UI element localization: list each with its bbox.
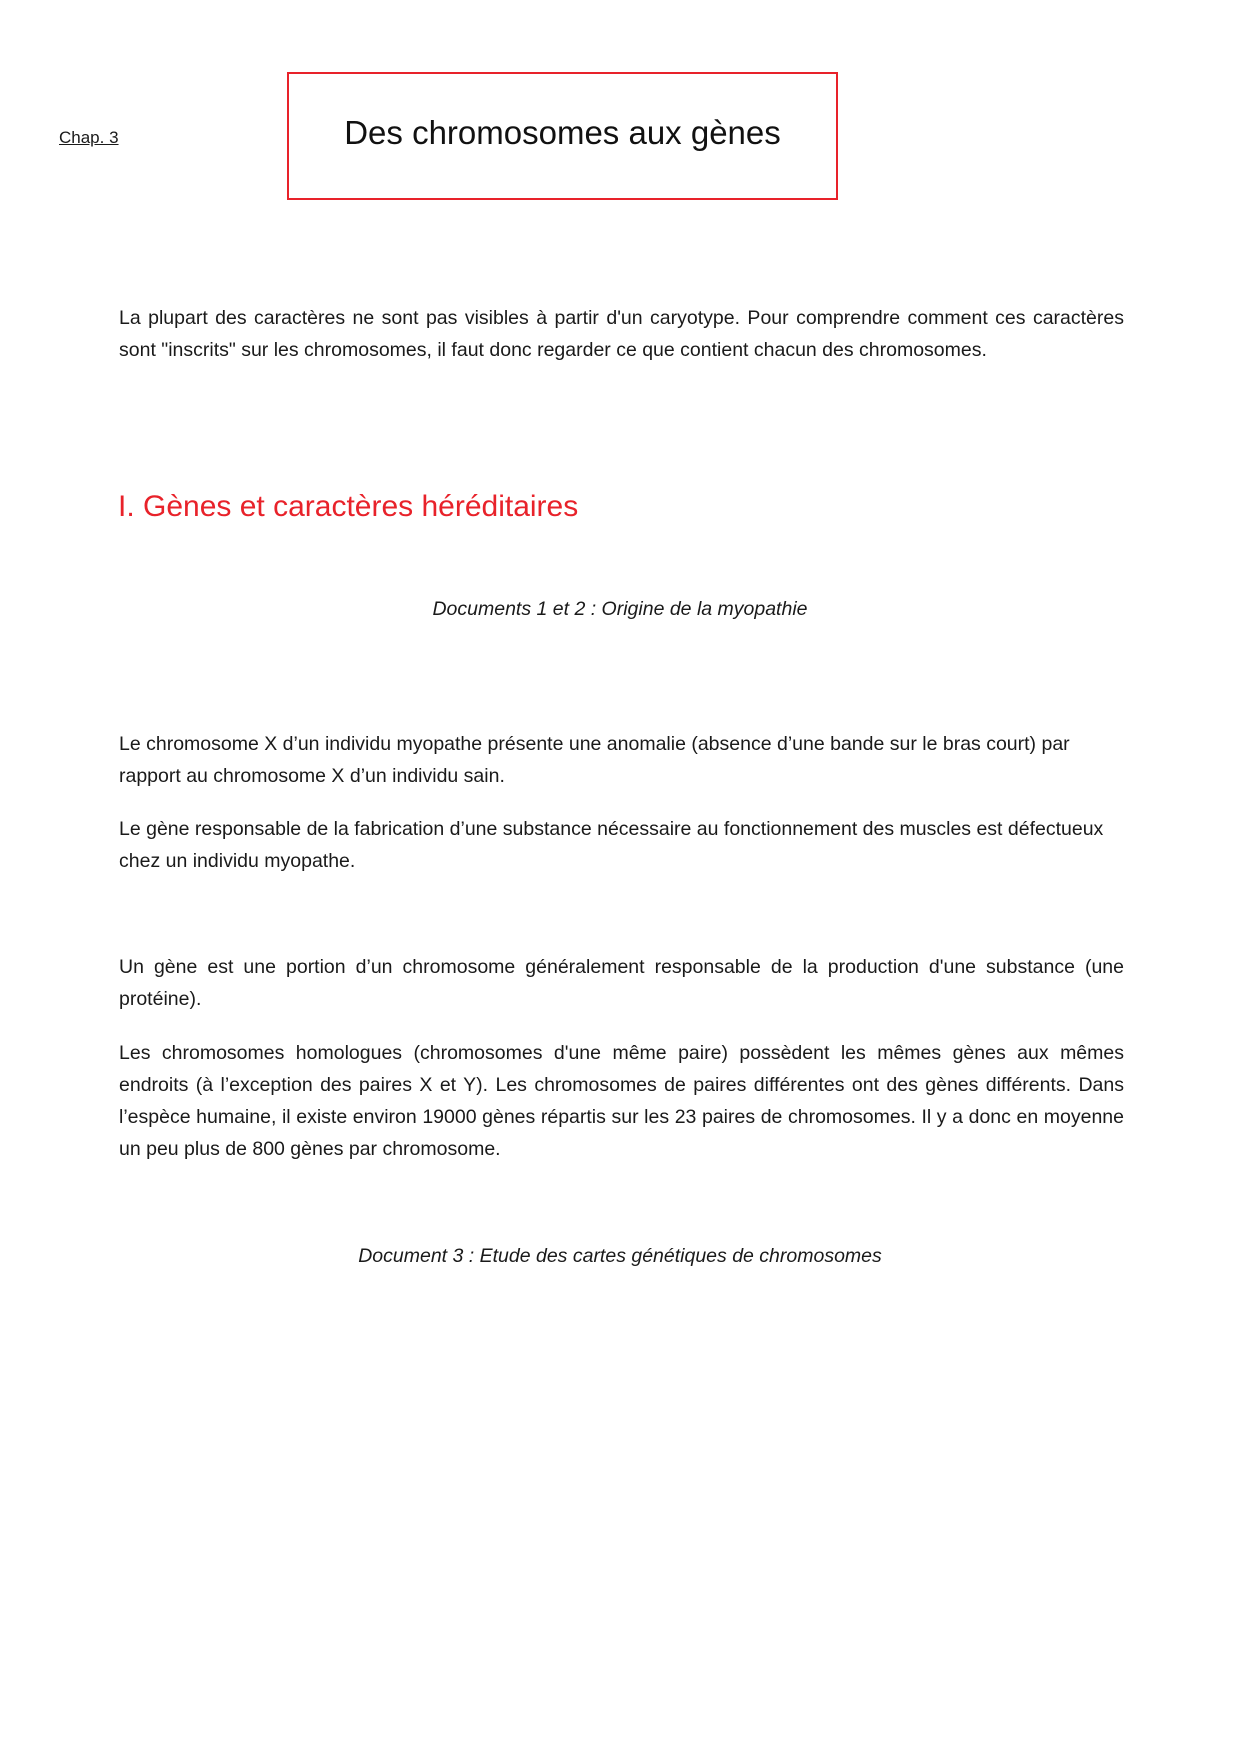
- document-caption-2: Document 3 : Etude des cartes génétiques de chromosomes: [358, 1245, 882, 1267]
- document-caption-1: Documents 1 et 2 : Origine de la myopathie: [432, 598, 808, 620]
- title-box: [287, 72, 838, 200]
- body-paragraph-1: Le chromosome X d’un individu myopathe présente une anomalie (absence d’une bande sur le bras court) par rapport au chromosome X d’un individu sain.: [119, 733, 1070, 787]
- body-paragraph-2: Le gène responsable de la fabrication d’une substance nécessaire au fonctionnement des muscles est défectueux chez un individu myopathe.: [119, 818, 1104, 872]
- section-heading: I. Gènes et caractères héréditaires: [118, 490, 579, 523]
- body-paragraph-3: Un gène est une portion d’un chromosome généralement responsable de la production d'une substance (une protéine).: [119, 956, 1124, 1010]
- chapter-label: Chap. 3: [59, 128, 119, 147]
- body-paragraph-4: Les chromosomes homologues (chromosomes d'une même paire) possèdent les mêmes gènes aux mêmes endroits (à l’exception des paires X et Y). Les chromosomes de paires différentes ont des gènes différents. Dans l’espèce humaine, il existe environ 19000 gènes répartis sur les 23 paires de chromosomes. Il y a donc en moyenne un peu plus de 800 gènes par chromosome.: [119, 1042, 1124, 1160]
- intro-paragraph: La plupart des caractères ne sont pas visibles à partir d'un caryotype. Pour comprendre comment ces caractères sont "inscrits" sur les chromosomes, il faut donc regarder ce que contient chacun des chromosomes.: [119, 307, 1124, 361]
- page-title: Des chromosomes aux gènes: [344, 114, 781, 151]
